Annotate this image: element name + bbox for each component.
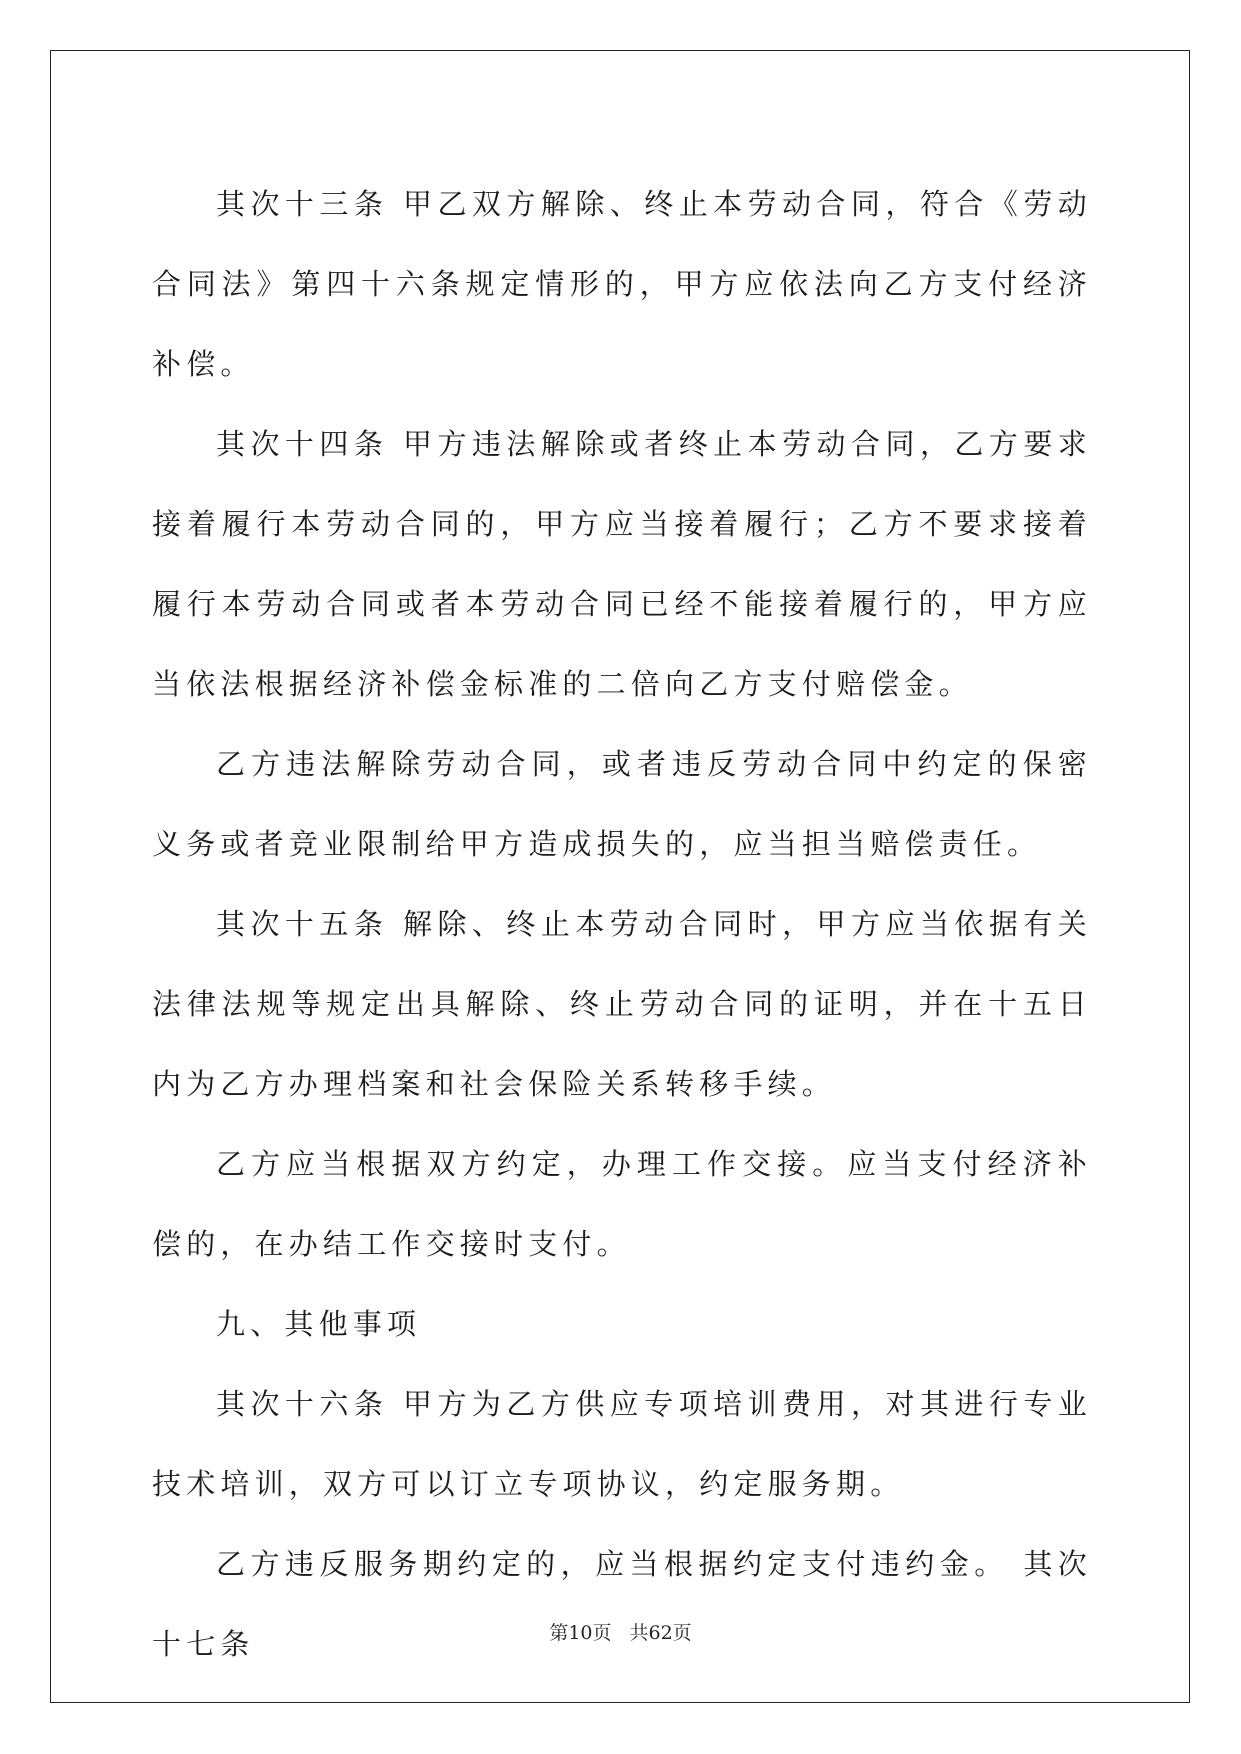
page-number: 第10页	[549, 1622, 612, 1644]
page-footer	[0, 1618, 1241, 1645]
paragraph-article-45: 其次十五条 解除、终止本劳动合同时，甲方应当依据有关法律法规等规定出具解除、终止劳动合同的证明，并在十五日内为乙方办理档案和社会保险关系转移手续。	[152, 907, 1092, 1101]
page-total: 共62页	[629, 1622, 692, 1644]
paragraph-work-handover: 乙方应当根据双方约定，办理工作交接。应当支付经济补偿的，在办结工作交接时支付。	[152, 1147, 1092, 1261]
document-body	[152, 164, 1092, 1684]
paragraph-article-46: 其次十六条 甲方为乙方供应专项培训费用，对其进行专业技术培训，双方可以订立专项协议，约定服务期。	[152, 1387, 1092, 1501]
paragraph-party-b-breach: 乙方违法解除劳动合同，或者违反劳动合同中约定的保密义务或者竞业限制给甲方造成损失的，应当担当赔偿责任。	[152, 747, 1092, 861]
paragraph-article-43: 其次十三条 甲乙双方解除、终止本劳动合同，符合《劳动合同法》第四十六条规定情形的，甲方应依法向乙方支付经济补偿。	[152, 187, 1092, 381]
paragraph-article-44: 其次十四条 甲方违法解除或者终止本劳动合同，乙方要求接着履行本劳动合同的，甲方应当接着履行；乙方不要求接着履行本劳动合同或者本劳动合同已经不能接着履行的，甲方应当依法根据经济补偿金标准的二倍向乙方支付赔偿金。	[152, 427, 1092, 701]
paragraph-service-period: 乙方违反服务期约定的，应当根据约定支付违约金。 其次十七条	[152, 1547, 1092, 1661]
section-heading-other-matters: 九、其他事项	[216, 1307, 422, 1341]
